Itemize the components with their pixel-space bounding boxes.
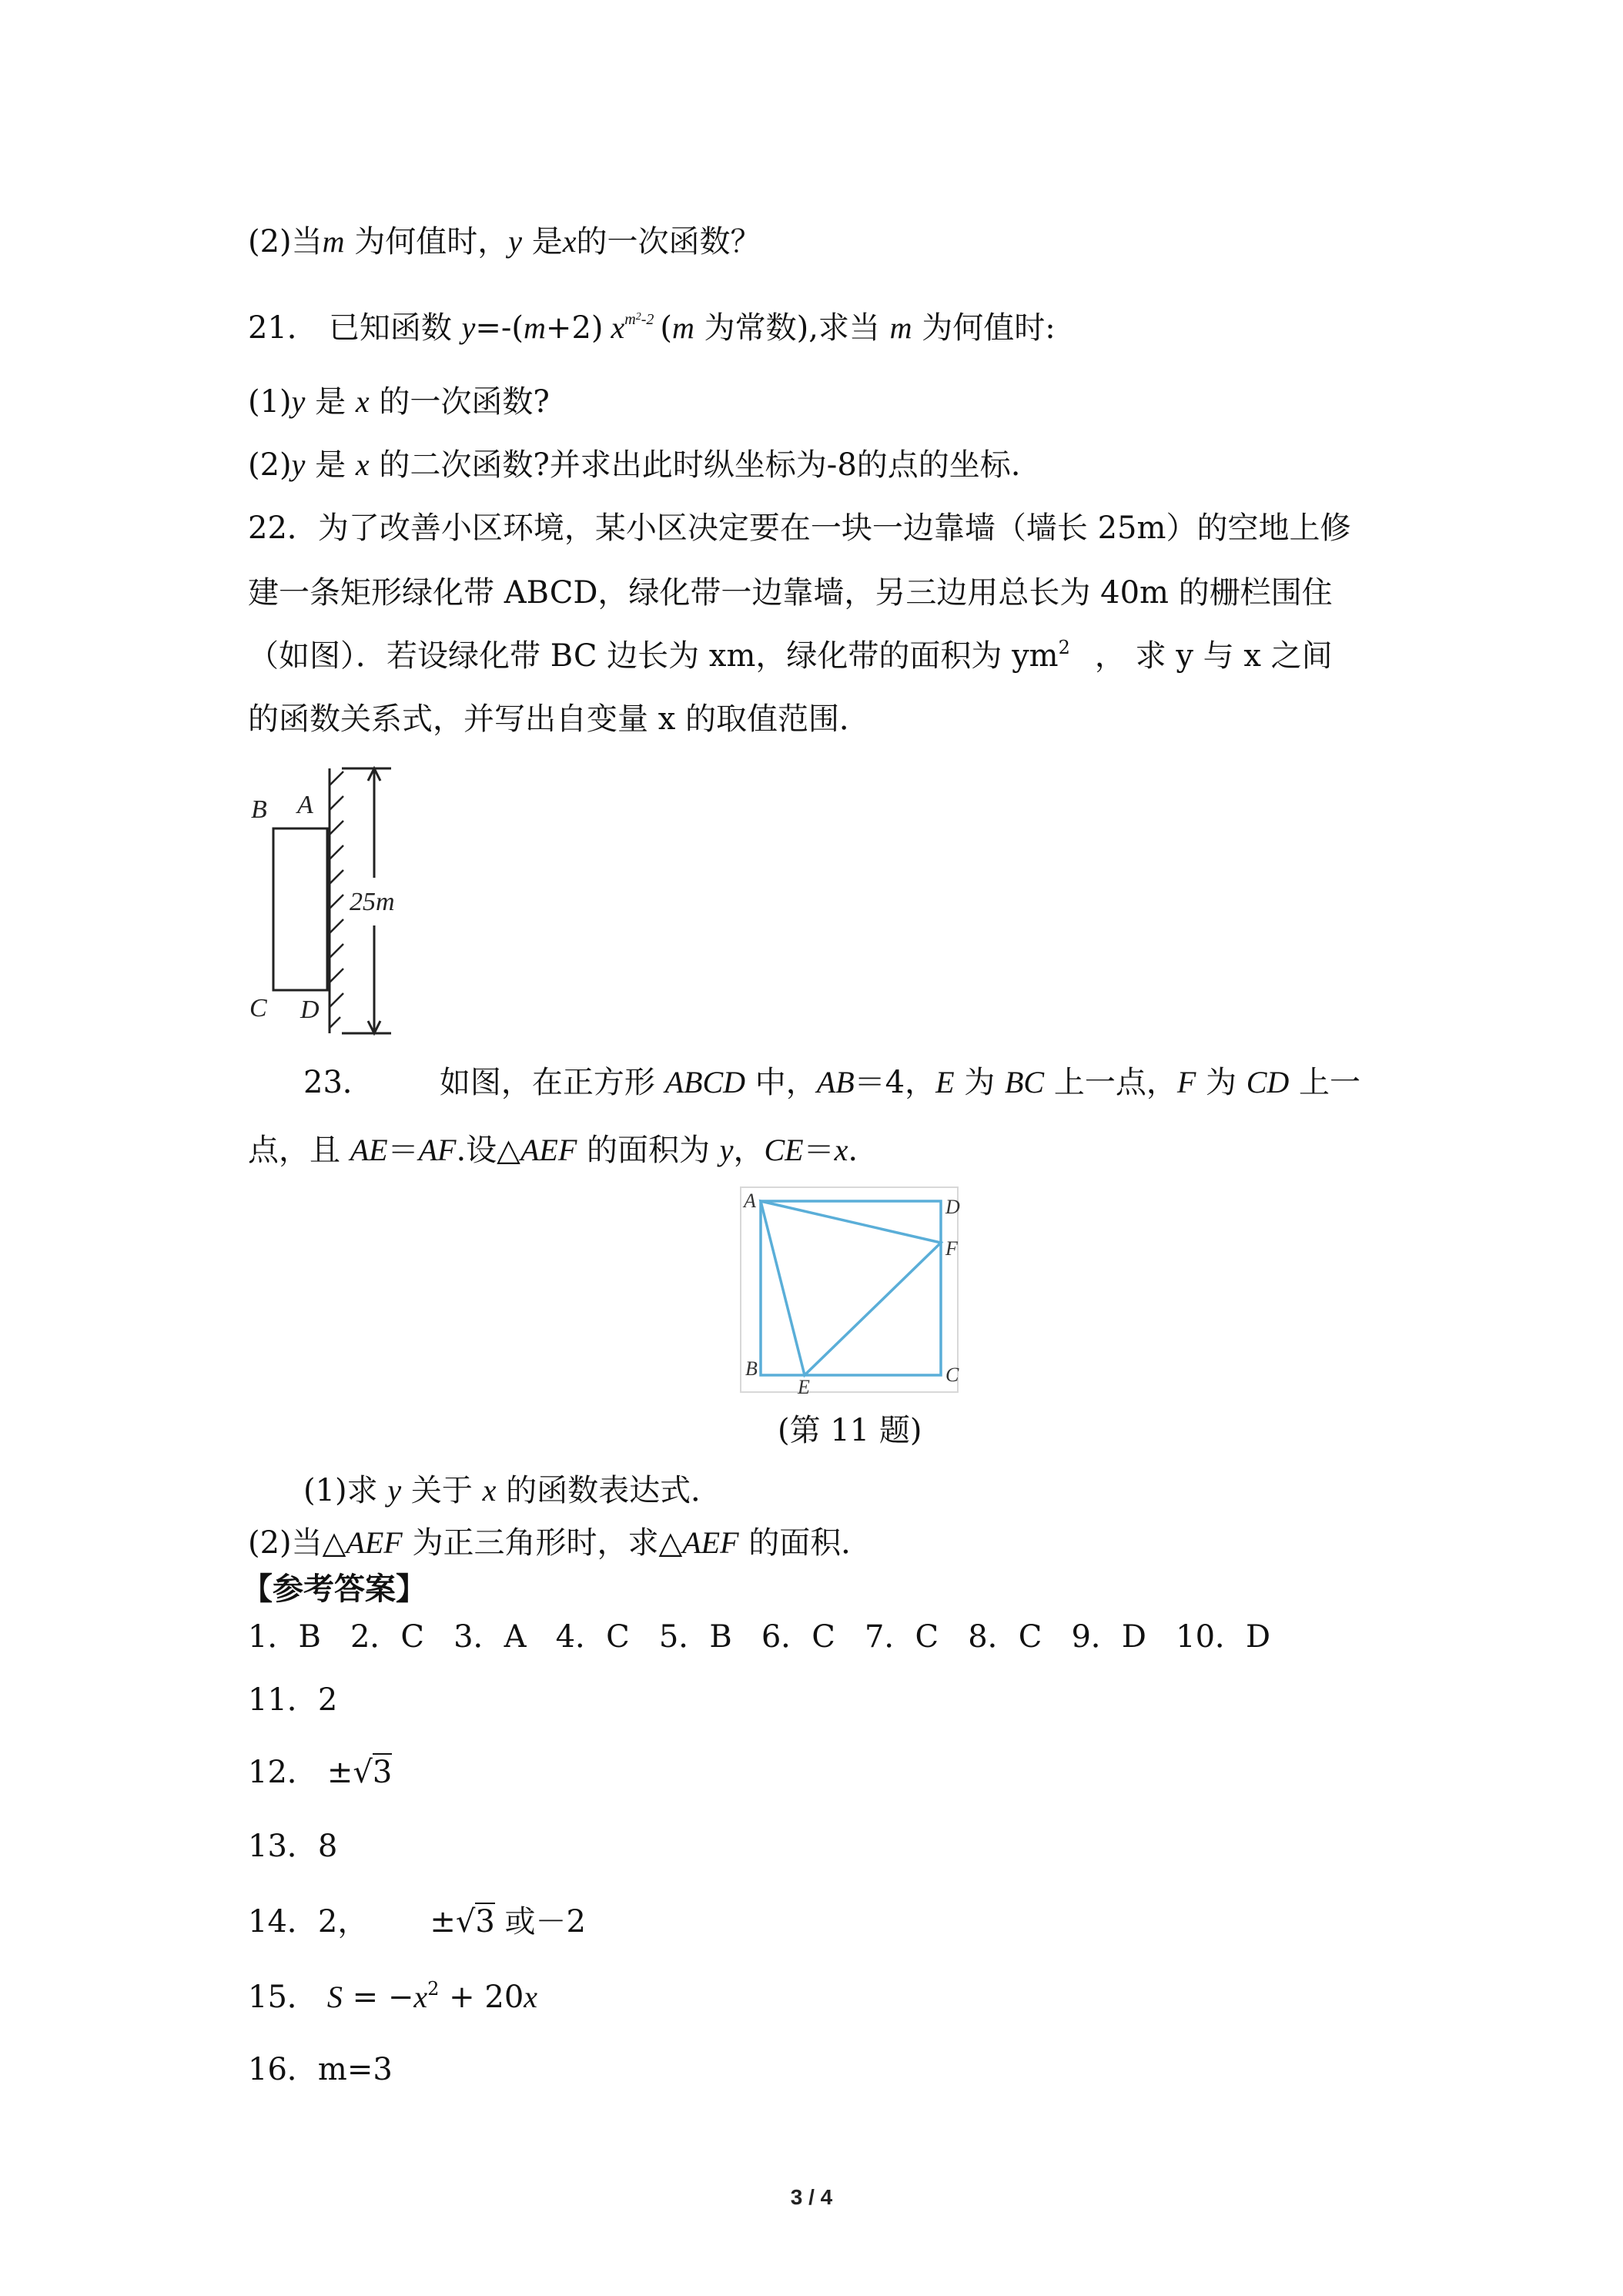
radicand: 3 — [372, 1755, 393, 1790]
answer-13: 13．8 — [248, 1829, 338, 1864]
var-abcd: ABCD — [664, 1065, 746, 1099]
q23-text: .设△ — [456, 1133, 520, 1168]
var-y: y — [387, 1473, 402, 1508]
var-x: x — [524, 1980, 538, 2014]
q23-text: (2)当△ — [248, 1525, 346, 1561]
var-x: x — [413, 1980, 428, 2014]
q22-line4: 的函数关系式，并写出自变量 x 的取值范围． — [248, 701, 870, 737]
q23-text: 点，且 — [248, 1133, 340, 1168]
label-a: A — [744, 1190, 756, 1212]
q23-text: ＝ — [387, 1133, 419, 1168]
q23-text: ， — [733, 1133, 765, 1168]
var-y: y — [291, 447, 306, 482]
plus-minus: ± — [326, 1755, 353, 1790]
equals: = − — [342, 1980, 414, 2015]
superscript: 2 — [427, 1978, 440, 2000]
q23-text: 为 — [1205, 1065, 1236, 1100]
square-triangle-figure — [739, 1186, 962, 1395]
q23-text: ＝ — [803, 1133, 835, 1168]
q20-text: 的一次函数？ — [576, 224, 761, 259]
wall-hatching — [330, 771, 343, 1028]
question-number: 21． — [248, 310, 318, 346]
figure-caption: (第 11 题) — [778, 1413, 922, 1448]
q22-line1: 22．为了改善小区环境，某小区决定要在一块一边靠墙（墙长 25m）的空地上修 — [248, 510, 1351, 546]
answer-14 — [248, 1900, 586, 1943]
q23-part1 — [303, 1469, 721, 1512]
label-d: D — [945, 1196, 960, 1218]
q22-text: （如图）．若设绿化带 BC 边长为 xm，绿化带的面积为 ym — [248, 638, 1059, 674]
q23-text: 的面积为 — [586, 1133, 710, 1168]
q23-part2 — [248, 1521, 872, 1565]
q20-part2 — [248, 220, 761, 263]
radicand: 3 — [475, 1904, 495, 1940]
answer-16: 16．m=3 — [248, 2052, 393, 2087]
sqrt-icon: √ — [353, 1755, 373, 1790]
q23-line1 — [303, 1061, 1360, 1104]
q22-line2: 建一条矩形绿化带 ABCD，绿化带一边靠墙，另三边用总长为 40m 的栅栏围住 — [248, 575, 1333, 611]
superscript: 2 — [1058, 637, 1070, 658]
var-y: y — [291, 384, 306, 419]
q21-text: 是 — [315, 447, 346, 483]
answer-11: 11．2 — [248, 1682, 338, 1718]
answer-text: 14．2， — [248, 1904, 369, 1940]
var-ce: CE — [764, 1133, 804, 1167]
q21-text: 为何值时: — [922, 310, 1056, 346]
page-number: 3 / 4 — [790, 2185, 833, 2209]
q23-text: 的函数表达式． — [506, 1473, 722, 1508]
q20-text: 是 — [531, 224, 563, 259]
q21-text: 已知函数 — [328, 310, 452, 346]
var-m: m — [322, 224, 345, 259]
q21-text: +2) — [545, 310, 604, 346]
triangle-aef — [761, 1201, 941, 1375]
label-b: B — [251, 795, 267, 824]
exp-tail: -2 — [641, 311, 654, 328]
label-b: B — [745, 1357, 758, 1380]
var-aef: AEF — [520, 1133, 577, 1167]
green-belt-rect — [273, 828, 327, 990]
var-bc: BC — [1004, 1065, 1045, 1099]
q20-text: (2)当 — [248, 224, 323, 259]
q21-text: 是 — [315, 384, 346, 420]
q21-text: 的一次函数? — [379, 384, 550, 420]
label-a: A — [297, 791, 313, 819]
q23-text: 的面积． — [748, 1525, 872, 1561]
answers-heading: 【参考答案】 — [242, 1571, 427, 1607]
answer-number: 12． — [248, 1755, 318, 1790]
var-aef: AEF — [682, 1525, 739, 1560]
answer-12 — [248, 1751, 392, 1794]
label-e: E — [798, 1376, 810, 1395]
var-x: x — [355, 447, 370, 482]
exponent — [624, 311, 654, 328]
answer-number: 15． — [248, 1980, 318, 2015]
q23-text: 上一 — [1299, 1065, 1360, 1100]
var-e: E — [935, 1065, 955, 1099]
var-m: m — [672, 310, 694, 345]
q23-text: ＝4， — [854, 1065, 936, 1100]
q23-text: 上一点， — [1053, 1065, 1177, 1100]
var-ae: AE — [350, 1133, 388, 1167]
q23-text: 为 — [964, 1065, 996, 1100]
sqrt-icon: √ — [455, 1904, 476, 1940]
var-m: m — [889, 310, 912, 345]
exp-square: 2 — [635, 311, 641, 323]
q21-text: =-( — [475, 310, 524, 346]
q23-text: 为正三角形时，求△ — [412, 1525, 683, 1561]
q23-text: 关于 — [410, 1473, 473, 1508]
label-c: C — [945, 1364, 959, 1386]
plus-term: + 20 — [439, 1980, 524, 2015]
wall-rectangle-figure — [245, 762, 445, 1047]
q21-stem — [248, 306, 1056, 357]
var-cd: CD — [1246, 1065, 1290, 1099]
q21-part1 — [248, 380, 550, 423]
label-c: C — [249, 994, 267, 1022]
plus-minus: ± — [430, 1904, 456, 1940]
part-label: (1) — [248, 384, 292, 420]
question-number: 23． — [303, 1065, 373, 1100]
figure-frame — [741, 1187, 958, 1392]
var-x: x — [482, 1473, 497, 1508]
var-x: x — [834, 1133, 848, 1167]
part-label: (2) — [248, 447, 292, 483]
label-d: D — [300, 996, 320, 1024]
var-af: AF — [418, 1133, 457, 1167]
var-x: x — [611, 310, 625, 345]
var-y: y — [461, 310, 476, 345]
q23-text: . — [848, 1133, 858, 1168]
label-f: F — [945, 1237, 958, 1260]
answers-row-1-10: 1．B 2．C 3．A 4．C 5．B 6．C 7．C 8．C 9．D 10．D — [248, 1619, 1271, 1655]
q20-text: 为何值时， — [354, 224, 509, 259]
var-f: F — [1176, 1065, 1196, 1099]
q23-text: 如图，在正方形 — [439, 1065, 655, 1100]
var-aef: AEF — [346, 1525, 403, 1560]
exp-m: m — [624, 311, 636, 328]
var-ab: AB — [816, 1065, 855, 1099]
var-y: y — [508, 224, 523, 259]
q23-line2 — [248, 1129, 858, 1172]
var-s: S — [326, 1980, 343, 2014]
q22-line3 — [248, 634, 1333, 681]
q23-text: (1)求 — [303, 1473, 378, 1508]
answer-15 — [248, 1976, 537, 2023]
q21-text: 的二次函数?并求出此时纵坐标为-8的点的坐标. — [379, 447, 1021, 483]
q23-text: 中， — [755, 1065, 817, 1100]
var-x: x — [562, 224, 577, 259]
var-x: x — [355, 384, 370, 419]
q21-text: ( — [660, 310, 672, 346]
square-abcd — [761, 1201, 941, 1375]
label-length: 25m — [350, 888, 395, 916]
q21-text: 为常数),求当 — [704, 310, 880, 346]
var-y: y — [719, 1133, 734, 1167]
answer-text: 或－2 — [504, 1904, 586, 1940]
q21-part2 — [248, 443, 1020, 487]
var-m: m — [524, 310, 546, 345]
q22-text: ， 求 y 与 x 之间 — [1094, 638, 1333, 674]
